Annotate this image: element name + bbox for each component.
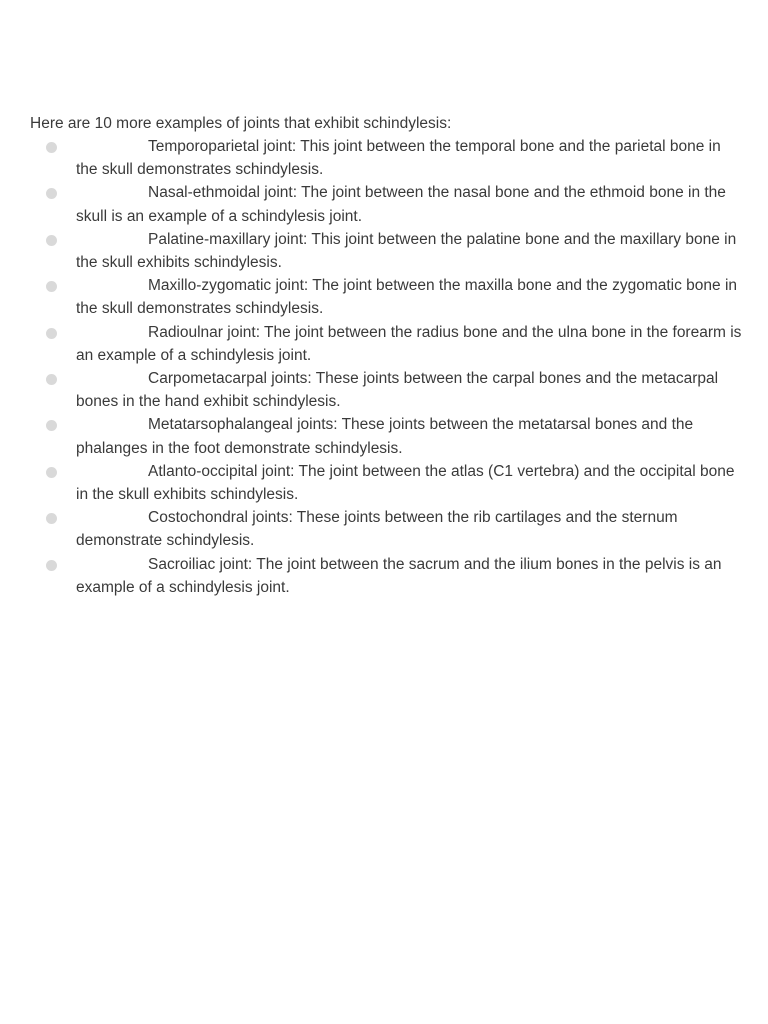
- list-item-text: Sacroiliac joint: The joint between the sacrum and the ilium bones in the pelvis is an example of a schindylesis joint.: [76, 555, 722, 596]
- list-item-text: Nasal-ethmoidal joint: The joint between the nasal bone and the ethmoid bone in the skull is an example of a schindylesis joint.: [76, 184, 726, 225]
- bullet-icon: [46, 328, 57, 339]
- list-item: [30, 553, 742, 599]
- bullet-icon: [46, 188, 57, 199]
- bullet-icon: [46, 374, 57, 385]
- list-item: [30, 367, 742, 413]
- list-item-text: Maxillo-zygomatic joint: The joint between the maxilla bone and the zygomatic bone in the skull demonstrates schindylesis.: [76, 277, 738, 318]
- bullet-icon: [46, 560, 57, 571]
- list-item-text: Costochondral joints: These joints between the rib cartilages and the sternum demonstrate schindylesis.: [76, 509, 678, 550]
- bullet-icon: [46, 281, 57, 292]
- list-item-text: Radioulnar joint: The joint between the radius bone and the ulna bone in the forearm is an example of a schindylesis joint.: [76, 323, 742, 364]
- list-item: [30, 413, 742, 459]
- list-item-text: Metatarsophalangeal joints: These joints between the metatarsal bones and the phalanges in the foot demonstrate schindylesis.: [76, 416, 694, 457]
- document-body: [30, 112, 742, 599]
- list-item-text: Carpometacarpal joints: These joints between the carpal bones and the metacarpal bones in the hand exhibit schindylesis.: [76, 370, 719, 411]
- list-item: [30, 321, 742, 367]
- list-item-text: Temporoparietal joint: This joint between the temporal bone and the parietal bone in the skull demonstrates schindylesis.: [76, 138, 721, 179]
- list-item: [30, 228, 742, 274]
- bullet-icon: [46, 467, 57, 478]
- list-item: [30, 274, 742, 320]
- bullet-icon: [46, 235, 57, 246]
- bullet-icon: [46, 142, 57, 153]
- intro-text: Here are 10 more examples of joints that exhibit schindylesis:: [30, 115, 452, 132]
- bullet-icon: [46, 513, 57, 524]
- list-item: [30, 181, 742, 227]
- list-item-text: Palatine-maxillary joint: This joint between the palatine bone and the maxillary bone in the skull exhibits schindylesis.: [76, 230, 737, 272]
- joint-list: [30, 135, 742, 599]
- list-item: [30, 506, 742, 552]
- list-item-text: Atlanto-occipital joint: The joint between the atlas (C1 vertebra) and the occipital bone in the skull exhibits schindylesis.: [76, 462, 735, 504]
- list-item: [30, 460, 742, 506]
- bullet-icon: [46, 420, 57, 431]
- list-item: [30, 135, 742, 181]
